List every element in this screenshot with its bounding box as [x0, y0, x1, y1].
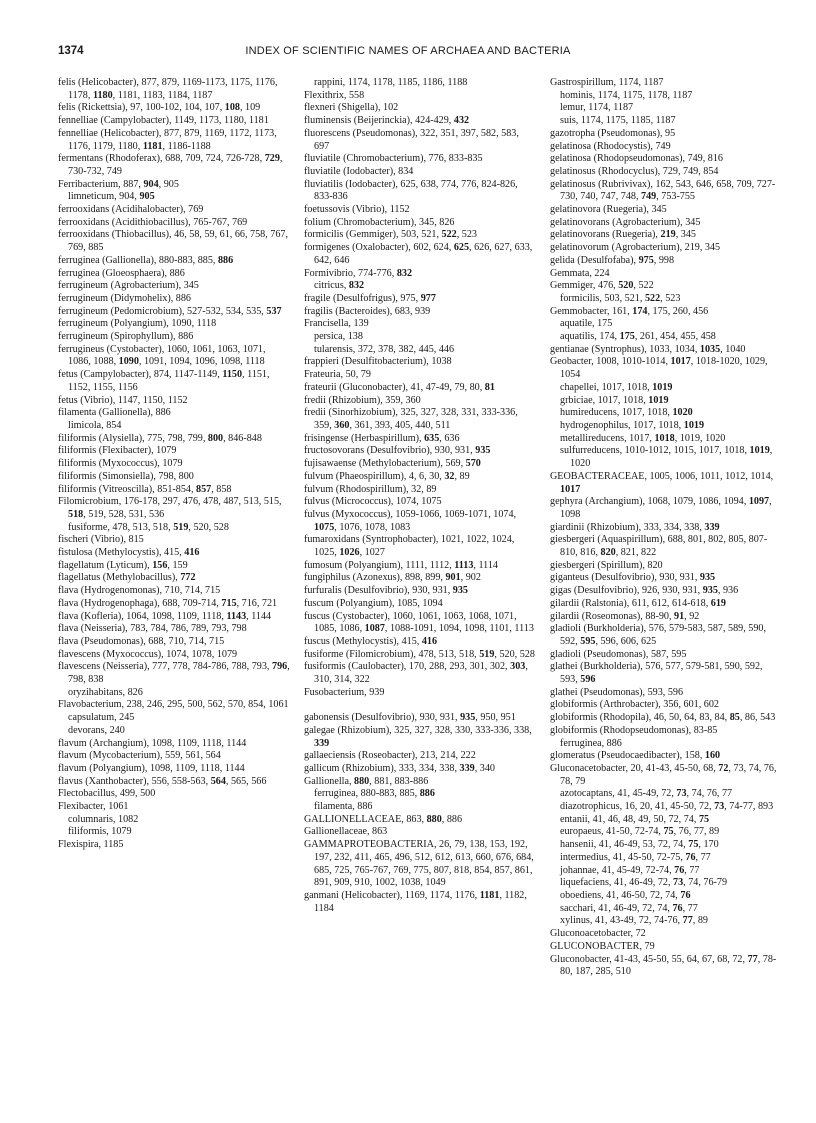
index-subentry: oboediens, 41, 46-50, 72, 74, 76: [560, 890, 691, 901]
index-subentry: limneticum, 904, 905: [68, 191, 155, 203]
index-subentry: johannae, 41, 45-49, 72-74, 76, 77: [560, 864, 700, 876]
index-entry: gelida (Desulfofaba), 975, 998: [550, 254, 674, 266]
index-entry: flava (Hydrogenomonas), 710, 714, 715: [58, 585, 221, 597]
index-entry: Gallionellaceae, 863: [304, 826, 388, 838]
index-entry: fermentans (Rhodoferax), 688, 709, 724, 726-728, 729, 730-732, 749: [58, 153, 283, 177]
index-entry: filiformis (Flexibacter), 1079: [58, 445, 177, 457]
index-entry: gazotropha (Pseudomonas), 95: [550, 127, 676, 139]
index-entry: flava (Neisseria), 783, 784, 786, 789, 793, 798: [58, 623, 247, 635]
index-subentry: columnaris, 1082: [68, 813, 139, 825]
index-entry: giesbergeri (Spirillum), 820: [550, 559, 663, 571]
index-entry: ferrugineum (Polyangium), 1090, 1118: [58, 318, 217, 330]
index-entry: fredii (Sinorhizobium), 325, 327, 328, 331, 333-336, 359, 360, 361, 393, 405, 440, 511: [304, 407, 518, 431]
index-subentry: hansenii, 41, 46-49, 53, 72, 74, 75, 170: [560, 839, 719, 851]
index-subentry: rappini, 1174, 1178, 1185, 1186, 1188: [314, 77, 468, 88]
index-entry: fungiphilus (Azonexus), 898, 899, 901, 902: [304, 572, 481, 584]
index-entry: fuscus (Methylocystis), 415, 416: [304, 635, 438, 647]
index-subentry: filamenta, 886: [314, 801, 373, 813]
index-entry: Frateuria, 50, 79: [304, 369, 371, 381]
index-subentry: persica, 138: [314, 331, 363, 343]
index-entry: felis (Rickettsia), 97, 100-102, 104, 107, 108, 109: [58, 102, 261, 114]
index-entry: fuscum (Polyangium), 1085, 1094: [304, 597, 443, 609]
index-entry: fujisawaense (Methylobacterium), 569, 570: [304, 458, 481, 470]
index-subentry: grbiciae, 1017, 1018, 1019: [560, 394, 669, 406]
index-entry: fluminensis (Beijerinckia), 424-429, 432: [304, 115, 470, 127]
index-entry: Flexispira, 1185: [58, 839, 124, 851]
index-entry: Gemmobacter, 161, 174, 175, 260, 456: [550, 305, 709, 317]
index-column-1: [58, 77, 290, 852]
index-entry: gelatinovorans (Agrobacterium), 345: [550, 216, 701, 228]
index-entry: flava (Kofleria), 1064, 1098, 1109, 1118, 1143, 1144: [58, 610, 272, 622]
index-entry: fulvum (Phaeospirillum), 4, 6, 30, 32, 89: [304, 470, 470, 482]
index-entry: fetus (Vibrio), 1147, 1150, 1152: [58, 394, 188, 406]
index-entry: gephyra (Archangium), 1068, 1079, 1086, 1094, 1097, 1098: [550, 496, 772, 520]
index-subentry: citricus, 832: [314, 280, 365, 292]
index-subentry: capsulatum, 245: [68, 712, 135, 724]
index-subentry: hydrogenophilus, 1017, 1018, 1019: [560, 419, 704, 431]
index-entry: fluorescens (Pseudomonas), 322, 351, 397, 582, 583, 697: [304, 127, 519, 152]
index-entry: fistulosa (Methylocystis), 415, 416: [58, 547, 200, 559]
index-entry: giganteus (Desulfovibrio), 930, 931, 935: [550, 572, 716, 584]
index-entry: fragilis (Bacteroides), 683, 939: [304, 305, 431, 317]
index-entry: fuscus (Cystobacter), 1060, 1061, 1063, 1068, 1071, 1085, 1086, 1087, 1088-1091, 1094, 1098, 1101, 1113: [304, 610, 534, 635]
index-subentry: xylinus, 41, 43-49, 72, 74-76, 77, 89: [560, 915, 708, 927]
index-entry: GEOBACTERACEAE, 1005, 1006, 1011, 1012, 1014, 1017: [550, 470, 774, 495]
index-entry: Flavobacterium, 238, 246, 295, 500, 562, 570, 854, 1061: [58, 699, 289, 711]
index-entry: felis (Helicobacter), 877, 879, 1169-1173, 1175, 1176, 1178, 1180, 1181, 1183, 1184, 1187: [58, 77, 278, 101]
index-entry: flava (Hydrogenophaga), 688, 709-714, 715, 716, 721: [58, 597, 278, 609]
index-entry: fredii (Rhizobium), 359, 360: [304, 394, 421, 406]
index-entry: flavescens (Myxococcus), 1074, 1078, 1079: [58, 648, 238, 660]
index-entry: flava (Pseudomonas), 688, 710, 714, 715: [58, 635, 225, 647]
index-subentry: chapellei, 1017, 1018, 1019: [560, 381, 673, 393]
index-subentry: entanii, 41, 46, 48, 49, 50, 72, 74, 75: [560, 813, 710, 825]
index-entry: ferrugineum (Didymohelix), 886: [58, 292, 191, 304]
index-entry: flagellatus (Methylobacillus), 772: [58, 572, 196, 584]
index-entry: Geobacter, 1008, 1010-1014, 1017, 1018-1020, 1029, 1054: [550, 356, 768, 381]
index-column-3: [550, 77, 782, 979]
index-entry: flagellatum (Lyticum), 156, 159: [58, 559, 188, 571]
index-entry: fragile (Desulfofrigus), 975, 977: [304, 292, 436, 304]
index-entry: frisingense (Herbaspirillum), 635, 636: [304, 432, 460, 444]
index-entry: Gastrospirillum, 1174, 1187: [550, 77, 664, 88]
index-entry: ferrugineum (Spirophyllum), 886: [58, 331, 194, 343]
section-gap: [304, 699, 536, 712]
index-entry: Gallionella, 880, 881, 883-886: [304, 775, 429, 787]
index-entry: globiformis (Rhodopila), 46, 50, 64, 83, 84, 85, 86, 543: [550, 712, 776, 724]
page-number: 1374: [58, 45, 84, 57]
index-subentry: lemur, 1174, 1187: [560, 102, 634, 114]
index-entry: Gluconacetobacter, 20, 41-43, 45-50, 68, 72, 73, 74, 76, 78, 79: [550, 762, 777, 787]
index-entry: fusiformis (Caulobacter), 170, 288, 293, 301, 302, 303, 310, 314, 322: [304, 661, 528, 686]
page-header: [58, 45, 758, 61]
index-entry: ferrugineum (Pedomicrobium), 527-532, 534, 535, 537: [58, 305, 282, 317]
index-entry: folium (Chromobacterium), 345, 826: [304, 216, 455, 228]
index-entry: fluviatile (Iodobacter), 834: [304, 165, 414, 177]
index-entry: fulvus (Myxococcus), 1059-1066, 1069-1071, 1074, 1075, 1076, 1078, 1083: [304, 508, 517, 533]
index-entry: ferruginea (Gloeosphaera), 886: [58, 267, 185, 279]
index-entry: GAMMAPROTEOBACTERIA, 26, 79, 138, 153, 192, 197, 232, 411, 465, 496, 512, 612, 613, 660, 676, 684, 685, 725, 765-767, 769, 775, 807, 818, 854, 857, 861, 891, 909, 910, 1002, 1038, 1049: [304, 839, 534, 889]
index-entry: Flexithrix, 558: [304, 89, 365, 101]
index-entry: fusiforme (Filomicrobium), 478, 513, 518, 519, 520, 528: [304, 648, 535, 660]
index-entry: filiformis (Vitreoscilla), 851-854, 857, 858: [58, 483, 232, 495]
index-subentry: ferruginea, 886: [560, 737, 622, 749]
index-entry: gelatinosus (Rubrivivax), 162, 543, 646, 658, 709, 727-730, 740, 747, 748, 749, 753-755: [550, 178, 776, 203]
index-entry: fluviatile (Chromobacterium), 776, 833-835: [304, 153, 483, 165]
index-entry: filamenta (Gallionella), 886: [58, 407, 171, 419]
index-entry: gelatinosa (Rhodocystis), 749: [550, 140, 671, 152]
index-entry: fumaroxidans (Syntrophobacter), 1021, 1022, 1024, 1025, 1026, 1027: [304, 534, 515, 559]
index-subentry: metallireducens, 1017, 1018, 1019, 1020: [560, 432, 726, 444]
index-entry: Flexibacter, 1061: [58, 801, 129, 813]
index-entry: fennelliae (Campylobacter), 1149, 1173, 1180, 1181: [58, 115, 269, 127]
index-subentry: ferruginea, 880-883, 885, 886: [314, 788, 435, 800]
index-entry: fetus (Campylobacter), 874, 1147-1149, 1150, 1151, 1152, 1155, 1156: [58, 369, 270, 393]
index-entry: flexneri (Shigella), 102: [304, 102, 399, 114]
index-entry: gelatinovora (Ruegeria), 345: [550, 204, 667, 216]
index-entry: foetussovis (Vibrio), 1152: [304, 204, 410, 216]
index-entry: filiformis (Simonsiella), 798, 800: [58, 470, 194, 482]
index-entry: Francisella, 139: [304, 318, 369, 330]
index-subentry: liquefaciens, 41, 46-49, 72, 73, 74, 76-79: [560, 877, 728, 889]
index-entry: gentianae (Syntrophus), 1033, 1034, 1035, 1040: [550, 343, 746, 355]
index-subentry: oryzihabitans, 826: [68, 686, 143, 698]
index-subentry: diazotrophicus, 16, 20, 41, 45-50, 72, 73, 74-77, 893: [560, 801, 774, 813]
index-subentry: sulfurreducens, 1010-1012, 1015, 1017, 1018, 1019, 1020: [560, 445, 773, 470]
index-subentry: suis, 1174, 1175, 1185, 1187: [560, 115, 676, 127]
index-entry: ganmani (Helicobacter), 1169, 1174, 1176, 1181, 1182, 1184: [304, 889, 527, 914]
index-entry: gelatinosus (Rhodocyclus), 729, 749, 854: [550, 165, 719, 177]
index-entry: Filomicrobium, 176-178, 297, 476, 478, 487, 513, 515, 518, 519, 528, 531, 536: [58, 496, 282, 520]
index-entry: frappieri (Desulfitobacterium), 1038: [304, 356, 452, 368]
index-entry: flavus (Xanthobacter), 556, 558-563, 564, 565, 566: [58, 775, 267, 787]
index-subentry: aquatilis, 174, 175, 261, 454, 455, 458: [560, 331, 716, 343]
index-entry: Ferribacterium, 887, 904, 905: [58, 178, 179, 190]
index-subentry: europaeus, 41-50, 72-74, 75, 76, 77, 89: [560, 826, 720, 838]
index-entry: gallaeciensis (Roseobacter), 213, 214, 222: [304, 750, 476, 762]
index-entry: galegae (Rhizobium), 325, 327, 328, 330, 333-336, 338, 339: [304, 724, 532, 749]
index-subentry: sacchari, 41, 46-49, 72, 74, 76, 77: [560, 902, 698, 914]
index-subentry: limicola, 854: [68, 419, 122, 431]
index-entry: flavescens (Neisseria), 777, 778, 784-786, 788, 793, 796, 798, 838: [58, 661, 290, 686]
index-entry: ferrooxidans (Thiobacillus), 46, 58, 59, 61, 66, 758, 767, 769, 885: [58, 229, 289, 254]
index-entry: GALLIONELLACEAE, 863, 880, 886: [304, 813, 463, 825]
index-entry: flavum (Polyangium), 1098, 1109, 1118, 1144: [58, 762, 245, 774]
index-entry: Gemmiger, 476, 520, 522: [550, 280, 654, 292]
index-entry: fluviatilis (Iodobacter), 625, 638, 774, 776, 824-826, 833-836: [304, 178, 518, 203]
index-entry: Gemmata, 224: [550, 267, 610, 279]
index-entry: giardinii (Rhizobium), 333, 334, 338, 339: [550, 521, 720, 533]
index-entry: frateurii (Gluconobacter), 41, 47-49, 79, 80, 81: [304, 381, 495, 393]
index-subentry: fusiforme, 478, 513, 518, 519, 520, 528: [68, 521, 229, 533]
index-subentry: devorans, 240: [68, 724, 125, 736]
index-subentry: tularensis, 372, 378, 382, 445, 446: [314, 343, 455, 355]
index-column-2: [304, 77, 536, 915]
index-entry: Gluconoacetobacter, 72: [550, 928, 646, 940]
index-entry: gelatinovorum (Agrobacterium), 219, 345: [550, 242, 721, 254]
index-entry: flavum (Mycobacterium), 559, 561, 564: [58, 750, 221, 762]
index-entry: Flectobacillus, 499, 500: [58, 788, 156, 800]
index-entry: ferrugineum (Agrobacterium), 345: [58, 280, 199, 292]
index-entry: globiformis (Rhodopseudomonas), 83-85: [550, 724, 718, 736]
index-subentry: aquatile, 175: [560, 318, 613, 330]
index-entry: gilardii (Roseomonas), 88-90, 91, 92: [550, 610, 700, 622]
index-entry: globiformis (Arthrobacter), 356, 601, 602: [550, 699, 719, 711]
index-subentry: filiformis, 1079: [68, 826, 132, 838]
index-entry: ferrooxidans (Acidithiobacillus), 765-767, 769: [58, 216, 248, 228]
index-entry: filiformis (Myxococcus), 1079: [58, 458, 183, 470]
index-entry: ferrooxidans (Acidihalobacter), 769: [58, 204, 204, 216]
index-entry: fennelliae (Helicobacter), 877, 879, 1169, 1172, 1173, 1176, 1179, 1180, 1181, 1186-1188: [58, 127, 277, 152]
index-entry: gladioli (Burkholderia), 576, 579-583, 587, 589, 590, 592, 595, 596, 606, 625: [550, 623, 766, 647]
index-entry: gladioli (Pseudomonas), 587, 595: [550, 648, 687, 660]
index-subentry: intermedius, 41, 45-50, 72-75, 76, 77: [560, 851, 711, 863]
index-entry: Fusobacterium, 939: [304, 686, 385, 698]
index-entry: gelatinosa (Rhodopseudomonas), 749, 816: [550, 153, 723, 165]
index-subentry: hominis, 1174, 1175, 1178, 1187: [560, 89, 693, 101]
index-entry: GLUCONOBACTER, 79: [550, 940, 655, 952]
index-entry: flavum (Archangium), 1098, 1109, 1118, 1144: [58, 737, 247, 749]
index-subentry: azotocaptans, 41, 45-49, 72, 73, 74, 76, 77: [560, 788, 733, 800]
index-entry: gabonensis (Desulfovibrio), 930, 931, 935, 950, 951: [304, 712, 516, 724]
index-entry: glathei (Pseudomonas), 593, 596: [550, 686, 684, 698]
index-entry: glathei (Burkholderia), 576, 577, 579-581, 590, 592, 593, 596: [550, 661, 763, 686]
index-entry: formicilis (Gemmiger), 503, 521, 522, 523: [304, 229, 477, 241]
index-subentry: formicilis, 503, 521, 522, 523: [560, 292, 681, 304]
index-entry: filiformis (Alysiella), 775, 798, 799, 800, 846-848: [58, 432, 262, 444]
index-entry: gigas (Desulfovibrio), 926, 930, 931, 935, 936: [550, 585, 739, 597]
index-entry: fulvum (Rhodospirillum), 32, 89: [304, 483, 437, 495]
index-entry: formigenes (Oxalobacter), 602, 624, 625, 626, 627, 633, 642, 646: [304, 242, 533, 266]
index-entry: fischeri (Vibrio), 815: [58, 534, 144, 546]
index-entry: gelatinovorans (Ruegeria), 219, 345: [550, 229, 696, 241]
index-entry: fructosovorans (Desulfovibrio), 930, 931, 935: [304, 445, 491, 457]
index-entry: Gluconobacter, 41-43, 45-50, 55, 64, 67, 68, 72, 77, 78-80, 187, 285, 510: [550, 953, 777, 978]
index-entry: ferruginea (Gallionella), 880-883, 885, 886: [58, 254, 234, 266]
index-entry: fulvus (Micrococcus), 1074, 1075: [304, 496, 442, 508]
index-entry: glomeratus (Pseudocaedibacter), 158, 160: [550, 750, 721, 762]
index-entry: gilardii (Ralstonia), 611, 612, 614-618, 619: [550, 597, 726, 609]
running-title: INDEX OF SCIENTIFIC NAMES OF ARCHAEA AND BACTERIA: [245, 45, 571, 57]
index-entry: giesbergeri (Aquaspirillum), 688, 801, 802, 805, 807-810, 816, 820, 821, 822: [550, 534, 768, 559]
index-subentry: humireducens, 1017, 1018, 1020: [560, 407, 693, 419]
index-entry: fumosum (Polyangium), 1111, 1112, 1113, 1114: [304, 559, 498, 571]
index-entry: gallicum (Rhizobium), 333, 334, 338, 339, 340: [304, 762, 495, 774]
index-entry: ferrugineus (Cystobacter), 1060, 1061, 1063, 1071, 1086, 1088, 1090, 1091, 1094, 1096, 1098, 1118: [58, 343, 266, 368]
index-entry: Formivibrio, 774-776, 832: [304, 267, 412, 279]
index-entry: furfuralis (Desulfovibrio), 930, 931, 935: [304, 585, 468, 597]
